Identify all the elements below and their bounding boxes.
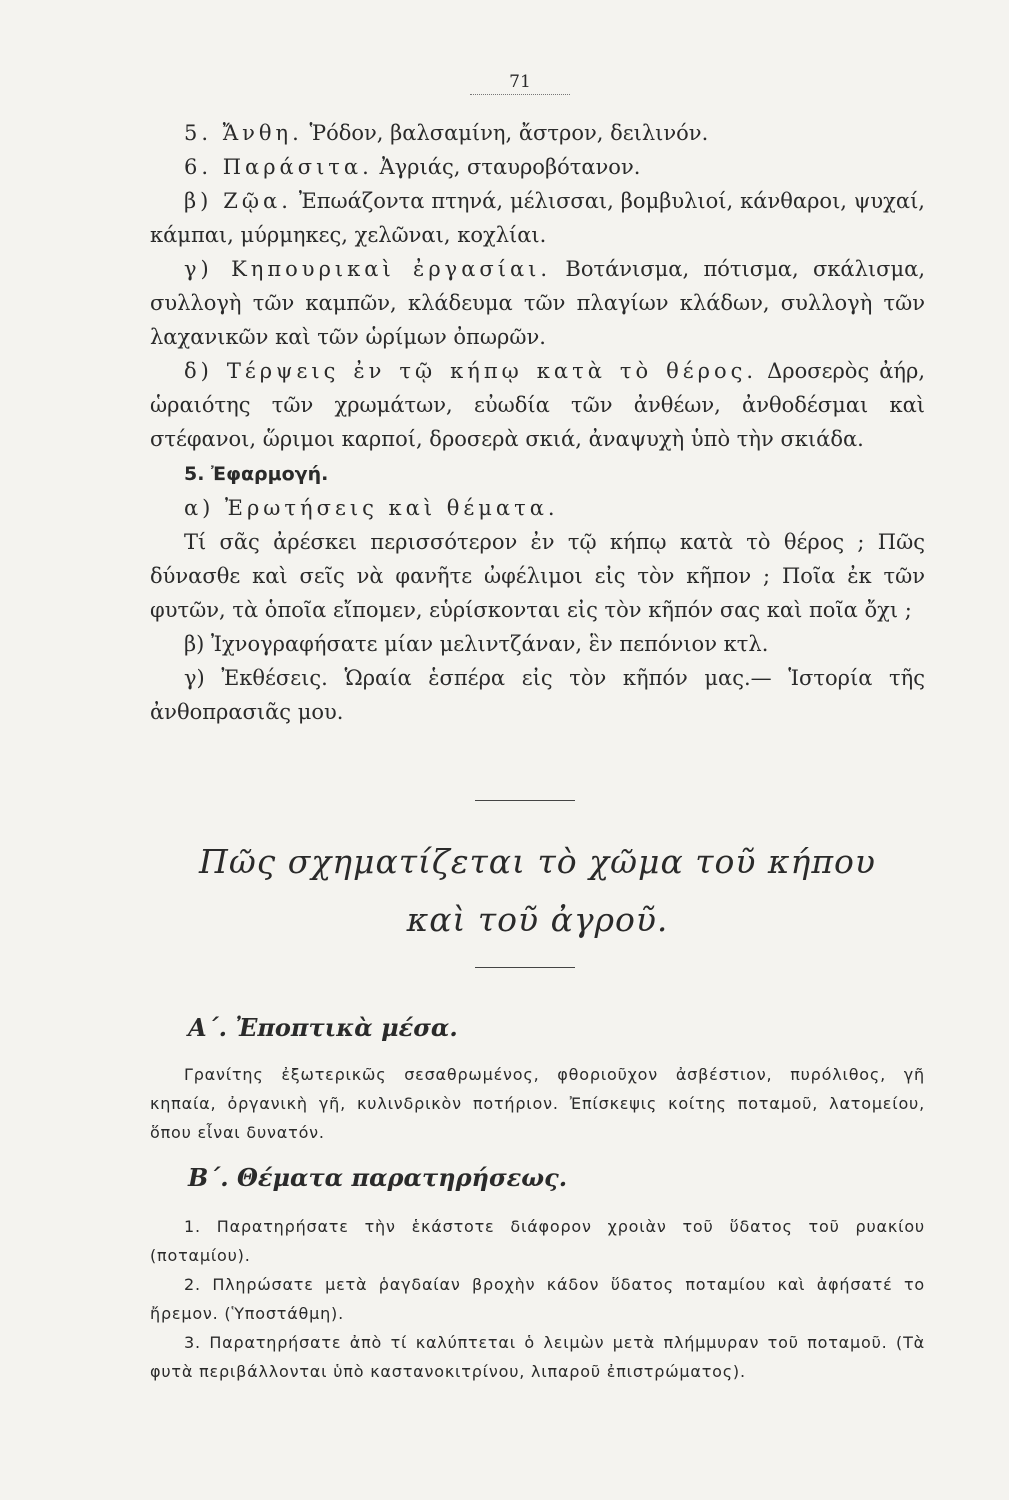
item-animals (150, 184, 925, 252)
section-a-text (150, 1060, 925, 1147)
section-a-heading: Α΄. Ἐποπτικὰ μέσα. (188, 1013, 458, 1042)
questions-text: Τί σᾶς ἀρέσκει περισσότερον ἐν τῷ κήπῳ κατὰ τὸ θέρος ; Πῶς δύνασθε καὶ σεῖς νὰ φανῆτε ὠφέλιμοι εἰς τὸν κῆπον ; Ποῖα ἐκ τῶν φυτῶν, τὰ ὁποῖα εἴπομεν, εὑρίσκονται εἰς τὸν κῆπόν σας καὶ ποῖα ὄχι ; (150, 530, 925, 622)
item-parasites-label: 6. Παράσιτα. (184, 155, 373, 179)
item-garden-work (150, 252, 925, 354)
list-item: 2. Πληρώσατε μετὰ ῥαγδαίαν βροχὴν κάδον ὕδατος ποταμίου καὶ ἀφήσατέ το ἤρεμον. (Ὑποστάθμη). (150, 1275, 925, 1323)
chapter-title-line1: Πῶς σχηματίζεται τὸ χῶμα τοῦ κήπου (199, 842, 876, 881)
application-heading-line (150, 456, 925, 491)
application-heading: 5. Ἐφαρμογή. (184, 463, 329, 485)
page-number: 71 (470, 72, 570, 95)
questions-heading-line (150, 491, 925, 525)
composition-task: γ) Ἐκθέσεις. Ὡραία ἑσπέρα εἰς τὸν κῆπόν μας.— Ἱστορία τῆς ἀνθοπρασιᾶς μου. (150, 666, 925, 724)
item-flowers-label: 5. Ἄνθη. (184, 121, 303, 145)
section-a-paragraph: Γρανίτης ἐξωτερικῶς σεσαθρωμένος, φθοριοῦχον ἀσβέστιον, πυρόλιθος, γῆ κηπαία, ὀργανικὴ γῆ, κυλινδρικὸν ποτήριον. Ἐπίσκεψις κοίτης ποταμοῦ, λατομείου, ὅπου εἶναι δυνατόν. (150, 1065, 925, 1142)
item-flowers-text: Ῥόδον, βαλσαμίνη, ἄστρον, δειλινόν. (309, 121, 709, 145)
divider-top (475, 800, 575, 801)
item-flowers (150, 116, 925, 150)
drawing-task: β) Ἰχνογραφήσατε μίαν μελιντζάναν, ἓν πεπόνιον κτλ. (184, 632, 769, 656)
item-animals-label: β) Ζῷα. (184, 189, 292, 213)
item-animals-text: Ἐπωάζοντα πτηνά, μέλισσαι, βομβυλιοί, κάνθαροι, ψυχαί, κάμπαι, μύρμηκες, χελῶναι, κοχλίαι. (150, 189, 925, 247)
item-summer-pleasures-text: Δροσερὸς ἀήρ, ὡραιότης τῶν χρωμάτων, εὐωδία τῶν ἀνθέων, ἀνθοδέσμαι καὶ στέφανοι, ὥριμοι καρποί, δροσερὰ σκιά, ἀναψυχὴ ὑπὸ τὴν σκιάδα. (150, 359, 925, 451)
item-garden-work-text: Βοτάνισμα, πότισμα, σκάλισμα, συλλογὴ τῶν καμπῶν, κλάδευμα τῶν πλαγίων κλάδων, συλλογὴ τῶν λαχανικῶν καὶ τῶν ὡρίμων ὀπωρῶν. (150, 257, 925, 349)
item-garden-work-label: γ) Κηπουρικαὶ ἐργασίαι. (184, 257, 552, 281)
item-summer-pleasures (150, 354, 925, 456)
list-item: 3. Παρατηρήσατε ἀπὸ τί καλύπτεται ὁ λειμὼν μετὰ πλήμμυραν τοῦ ποταμοῦ. (Τὰ φυτὰ περιβάλλονται ὑπὸ καστανοκιτρίνου, λιπαροῦ ἐπιστρώματος). (150, 1333, 925, 1381)
item-summer-pleasures-label: δ) Τέρψεις ἐν τῷ κήπῳ κατὰ τὸ θέρος. (184, 359, 758, 383)
divider-bottom (475, 967, 575, 968)
list-item: 1. Παρατηρήσατε τὴν ἑκάστοτε διάφορον χροιὰν τοῦ ὕδατος τοῦ ρυακίου (ποταμίου). (150, 1217, 925, 1265)
item-parasites-text: Ἀγριάς, σταυροβότανον. (379, 155, 641, 179)
questions-heading: α) Ἐρωτήσεις καὶ θέματα. (184, 496, 559, 520)
section-b-list (150, 1212, 925, 1386)
section-b-heading: Β΄. Θέματα παρατηρήσεως. (188, 1163, 568, 1192)
chapter-title-line2: καὶ τοῦ ἀγροῦ. (406, 900, 669, 939)
item-parasites (150, 150, 925, 184)
lesson-body (150, 116, 925, 729)
